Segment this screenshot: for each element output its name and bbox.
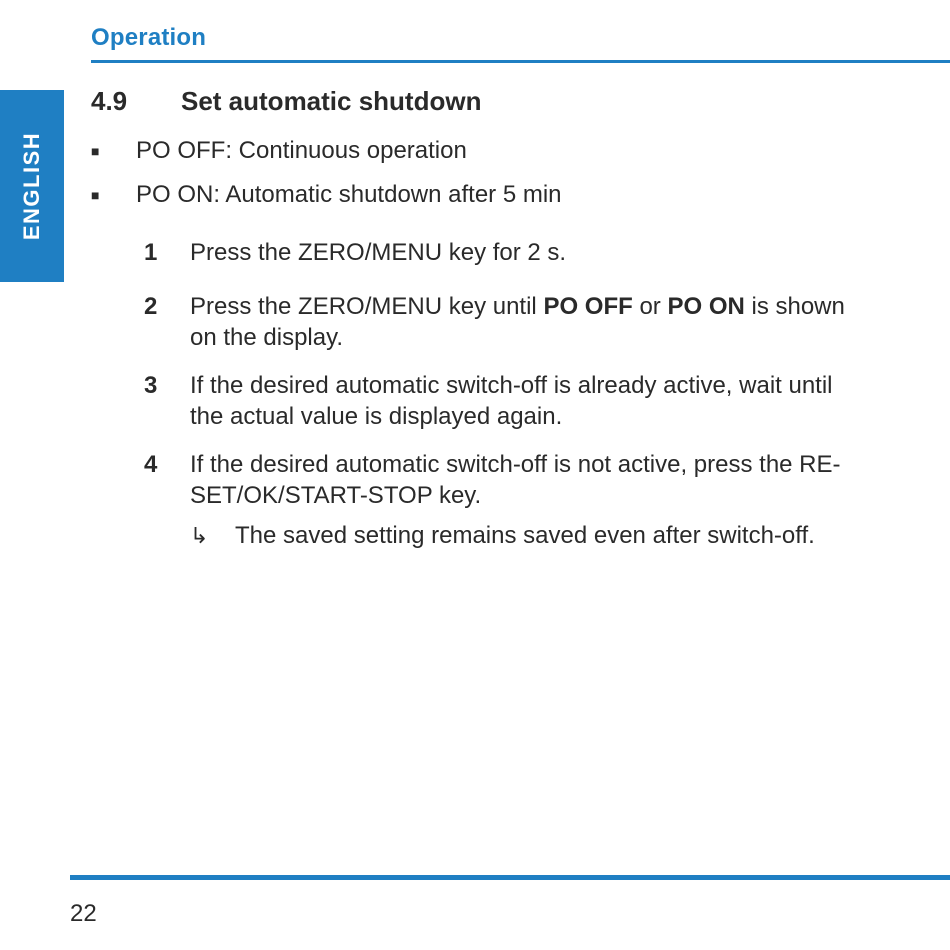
display-value-po-off: PO OFF <box>543 293 633 320</box>
section-title: Set automatic shutdown <box>181 86 482 116</box>
step-number: 2 <box>144 293 158 320</box>
step-number: 3 <box>144 372 158 399</box>
page-number: 22 <box>70 900 97 927</box>
step-number: 4 <box>144 451 158 478</box>
step-text: If the desired automatic switch-off is not active, press the RE-SET/OK/START-STOP key. <box>190 451 841 509</box>
step-text: Press the ZERO/MENU key for 2 s. <box>190 239 567 266</box>
section-label: Operation <box>91 24 207 51</box>
step-text: If the desired automatic switch-off is already active, wait until the actual value is displayed again. <box>190 372 833 430</box>
step-text-part: is shown on the display. <box>190 293 845 351</box>
language-tab <box>0 90 64 282</box>
bullet-text: PO OFF: Continuous operation <box>136 137 467 164</box>
language-tab-label: ENGLISH <box>19 131 44 241</box>
header-divider <box>91 60 950 63</box>
result-text: The saved setting remains saved even after switch-off. <box>235 522 815 549</box>
step-text-part: or <box>632 293 668 320</box>
step-text-part: Press the ZERO/MENU key until <box>190 293 544 320</box>
bullet-icon: ■ <box>91 187 100 203</box>
display-value-po-on: PO ON <box>667 293 745 320</box>
footer-divider <box>70 875 950 880</box>
step-text <box>190 291 870 353</box>
result-arrow-icon: ↳ <box>190 523 209 548</box>
bullet-icon: ■ <box>91 143 100 159</box>
step-number: 1 <box>144 239 158 266</box>
section-number: 4.9 <box>91 86 128 116</box>
bullet-text: PO ON: Automatic shutdown after 5 min <box>136 181 562 208</box>
